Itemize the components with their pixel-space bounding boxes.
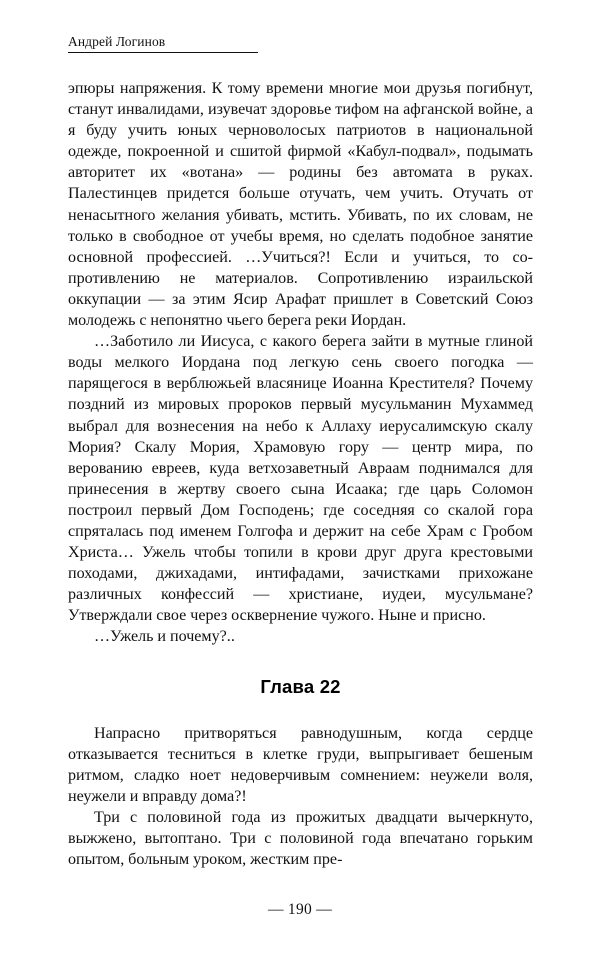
running-head-rule — [68, 52, 258, 53]
running-head-author: Андрей Логинов — [68, 34, 166, 49]
paragraph-continued: эпюры напряжения. К тому времени многие мои друзья погибнут, станут инвалидами, изувечат здоровье тифом на афганской войне, а я буду учить юных черноволосых патриотов в национальной одежде, покроенной и сшитой фирмой «Кабул-подвал», подымать авторитет их «вотана» — родины без автомата в руках. Палестинцев придется больше отучать, чем учить. Отучать от ненасытного желания убивать, мстить. Убивать, по их словам, не только в свободное от учебы время, но сделать подобное занятие основной профессией. …Учиться?! Если и учиться, то сопротивлению не материалов. Сопротивлению израильской оккупации — за этим Ясир Арафат пришлет в Советский Союз молодежь с непонятно чьего берега реки Иордан. — [68, 80, 533, 330]
body-text-block — [68, 78, 533, 870]
running-head — [68, 33, 258, 53]
chapter-heading: Глава 22 — [260, 675, 341, 697]
page-number: — 190 — — [267, 901, 333, 918]
paragraph-years: Три с половиной года из прожитых двадцати вычеркнуто, выжжено, вытоптано. Три с половиной года впечатано горьким опытом, больным уроком, жестким пре- — [68, 808, 533, 869]
paragraph-question: …Ужель и почему?.. — [94, 628, 235, 646]
paragraph-jesus: …Заботило ли Иисуса, с какого берега зайти в мутные глиной воды мелкого Иордана под легкую сень своего погодка — парящегося в верблюжьей власянице Иоанна Крестителя? Почему поздний из мировых пророков первый мусульманин Мухаммед выбрал для вознесения на небо к Аллаху иерусалимскую скалу Мория? Скалу Мория, Храмовую гору — центр мира, по верованию евреев, куда ветхозаветный Авраам поднимался для принесения в жертву своего сына Исаака; где царь Соломон построил первый Дом Господень; где соседняя со скалой гора спряталась под именем Голгофа и держит на себе Храм с Гробом Христа… Ужель чтобы топили в крови друг друга крестовыми походами, джихадами, интифадами, зачистками прихожане различных конфессий — христиане, иудеи, мусульмане? Утверждали свое через осквернение чужого. Ныне и присно. — [68, 333, 533, 625]
paragraph-heart: Напрасно притворяться равнодушным, когда сердце отказывается тесниться в клетке груди, выпрыгивает бешеным ритмом, сладко ноет недоверчивым сомнением: неужели воля, неужели и вправду дома?! — [68, 724, 533, 805]
